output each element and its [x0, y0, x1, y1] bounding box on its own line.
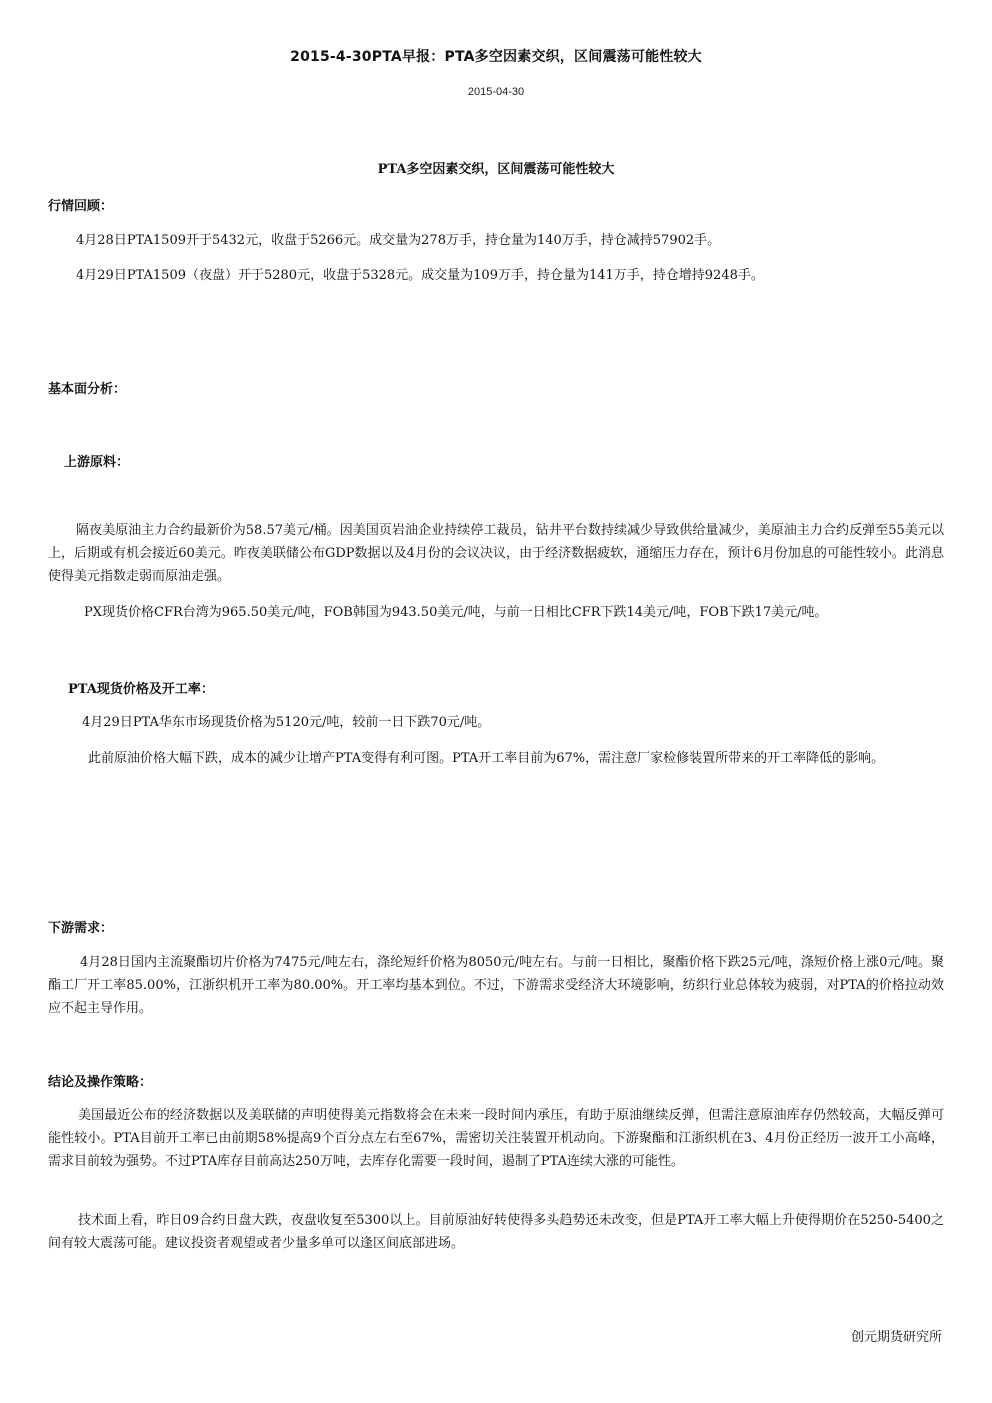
- section-heading-conclusion: 结论及操作策略：: [48, 1075, 153, 1090]
- footer-source: 创元期货研究所: [850, 1330, 942, 1345]
- section-heading-downstream: 下游需求：: [48, 921, 114, 936]
- paragraph-downstream-1: 4月28日国内主流聚酯切片价格为7475元/吨左右，涤纶短纤价格为8050元/吨左右。与前一日相比，聚酯价格下跌25元/吨，涤短价格上涨0元/吨。聚酯工厂开工率85.00%，江浙织机开工率为80.00%。开工率均基本到位。不过，下游需求受经济大环境影响，纺织行业总体较为疲弱，对PTA的价格拉动效应不起主导作用。: [48, 955, 944, 1016]
- section-heading-market-review: 行情回顾：: [48, 199, 114, 214]
- article-title: PTA多空因素交织，区间震荡可能性较大: [377, 162, 615, 177]
- paragraph-market-review-1: 4月28日PTA1509开于5432元，收盘于5266元。成交量为278万手，持仓量为140万手，持仓减持57902手。: [76, 233, 721, 248]
- paragraph-spot-1: 4月29日PTA华东市场现货价格为5120元/吨，较前一日下跌70元/吨。: [82, 715, 491, 730]
- paragraph-upstream-1: 隔夜美原油主力合约最新价为58.57美元/桶。因美国页岩油企业持续停工裁员，钻井平台数持续减少导致供给量减少，美原油主力合约反弹至55美元以上，后期或有机会接近60美元。昨夜美联储公布GDP数据以及4月份的会议决议，由于经济数据疲软，通缩压力存在，预计6月份加息的可能性较小。此消息使得美元指数走弱而原油走强。: [48, 523, 944, 584]
- paragraph-upstream-2: PX现货价格CFR台湾为965.50美元/吨，FOB韩国为943.50美元/吨，与前一日相比CFR下跌14美元/吨，FOB下跌17美元/吨。: [84, 605, 828, 620]
- section-heading-fundamentals: 基本面分析：: [48, 382, 127, 397]
- paragraph-conclusion-1: 美国最近公布的经济数据以及美联储的声明使得美元指数将会在未来一段时间内承压，有助于原油继续反弹，但需注意原油库存仍然较高，大幅反弹可能性较小。PTA目前开工率已由前期58%提高9个百分点左右至67%，需密切关注装置开机动向。下游聚酯和江浙织机在3、4月份正经历一波开工小高峰，需求目前较为强势。不过PTA库存目前高达250万吨，去库存化需要一段时间，遏制了PTA连续大涨的可能性。: [48, 1108, 944, 1169]
- document-title: 2015-4-30PTA早报：PTA多空因素交织，区间震荡可能性较大: [290, 49, 702, 65]
- paragraph-spot-2: 此前原油价格大幅下跌，成本的减少让增产PTA变得有利可图。PTA开工率目前为67%，需注意厂家检修装置所带来的开工率降低的影响。: [88, 751, 885, 766]
- document-date: 2015-04-30: [467, 86, 525, 98]
- paragraph-market-review-2: 4月29日PTA1509（夜盘）开于5280元，收盘于5328元。成交量为109万手，持仓量为141万手，持仓增持9248手。: [76, 268, 764, 283]
- subheading-upstream: 上游原料：: [64, 455, 130, 470]
- paragraph-conclusion-2: 技术面上看，昨日09合约日盘大跌，夜盘收复至5300以上。目前原油好转使得多头趋势还未改变，但是PTA开工率大幅上升使得期价在5250-5400之间有较大震荡可能。建议投资者观望或者少量多单可以逢区间底部进场。: [48, 1213, 944, 1251]
- subheading-pta-spot: PTA现货价格及开工率：: [68, 682, 214, 697]
